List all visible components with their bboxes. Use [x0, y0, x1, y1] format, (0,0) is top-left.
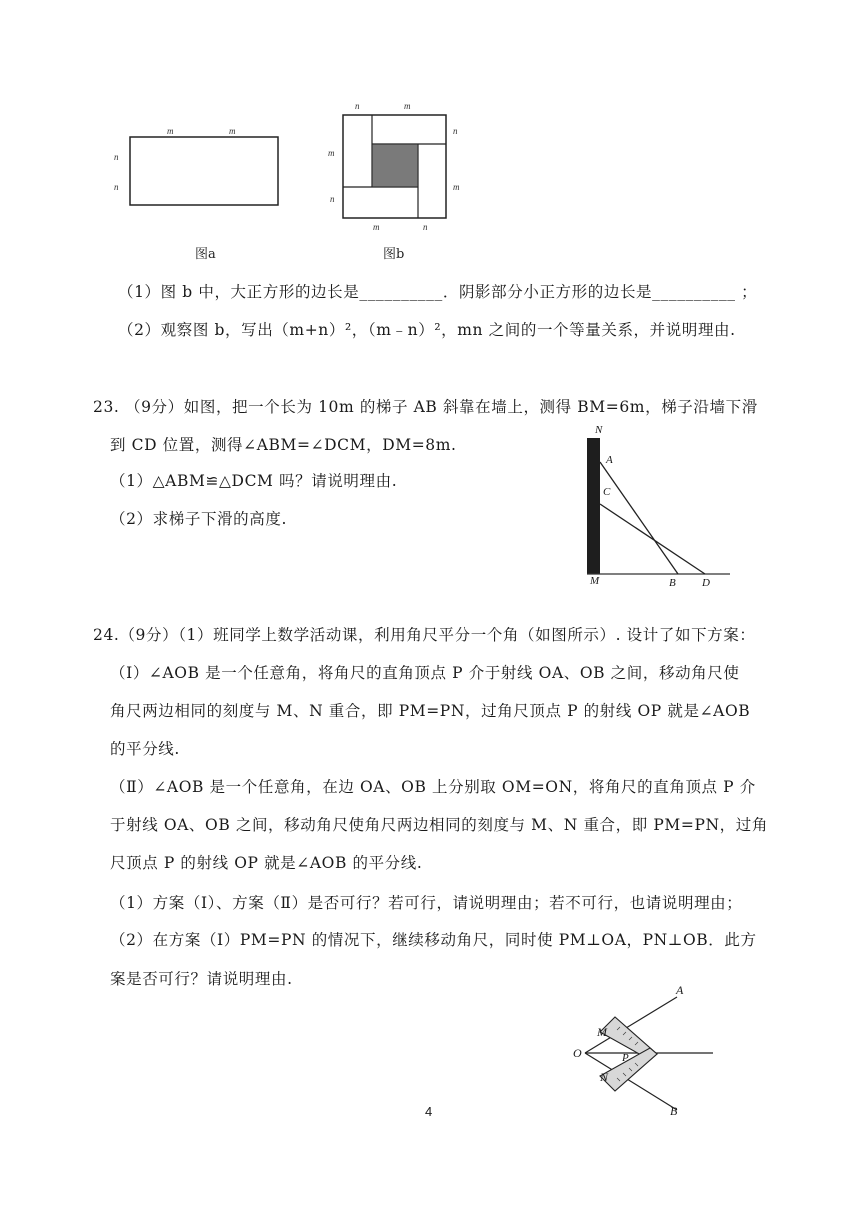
q23-part2: （2）求梯子下滑的高度.: [110, 510, 287, 528]
page-number: 4: [425, 1104, 433, 1119]
point-d-label: D: [702, 577, 710, 589]
fig-a-left-label-1: n: [114, 152, 119, 162]
point-c-label: C: [603, 486, 611, 498]
rectangle: [130, 137, 278, 205]
figure-24: [565, 980, 725, 1120]
q22-part2: （2）观察图 b，写出（m+n）²，（m﹣n）²，mn 之间的一个等量关系，并说明理由.: [118, 321, 736, 339]
point-b-label-24: B: [670, 1104, 678, 1118]
ladder-diagram: [570, 422, 740, 592]
q24-part2-line2: 案是否可行？请说明理由.: [110, 970, 293, 988]
q24-plan1-line3: 的平分线.: [110, 740, 180, 758]
fig-a-top-label-2: m: [229, 126, 236, 136]
angle-bisector-diagram: [565, 980, 725, 1120]
point-o-label-24: O: [573, 1046, 582, 1060]
fig-b-right-label-1: n: [453, 126, 458, 136]
fig-a-caption: 图a: [195, 247, 216, 262]
shaded-small-square: [372, 144, 418, 187]
q22-part1: （1）图 b 中，大正方形的边长是__________．阴影部分小正方形的边长是__________ ；: [118, 283, 758, 301]
point-b-label: B: [669, 577, 676, 589]
point-p-label-24: P: [622, 1052, 629, 1064]
fig-b-right-label-2: m: [453, 182, 460, 192]
figure-b: [340, 112, 450, 220]
q24-plan1-line1: （Ⅰ）∠AOB 是一个任意角，将角尺的直角顶点 P 介于射线 OA、OB 之间，移动角尺使: [110, 664, 740, 682]
ladder-ab: [600, 462, 678, 574]
fig-b-bottom-label-1: m: [373, 222, 380, 232]
q23-part1: （1）△ABM≌△DCM 吗？请说明理由.: [110, 472, 398, 490]
point-n-label-24: N: [600, 1070, 609, 1084]
point-a-label: A: [606, 454, 613, 466]
fig-b-caption: 图b: [383, 247, 405, 262]
point-m-label: M: [590, 575, 600, 587]
q24-plan2-line2: 于射线 OA、OB 之间，移动角尺使角尺两边相同的刻度与 M、N 重合，即 PM=PN，过角: [110, 816, 768, 834]
point-a-label-24: A: [676, 983, 684, 997]
fig-b-top-label-1: n: [355, 101, 360, 111]
point-n-label: N: [595, 424, 603, 436]
fig-a-left-label-2: n: [114, 182, 119, 192]
point-m-label-24: M: [597, 1025, 607, 1039]
fig-b-top-label-2: m: [404, 101, 411, 111]
q24-plan2-line1: （Ⅱ）∠AOB 是一个任意角，在边 OA、OB 上分别取 OM=ON，将角尺的直角顶点 P 介: [110, 778, 756, 796]
q24-part2-line1: （2）在方案（Ⅰ）PM=PN 的情况下，继续移动角尺，同时使 PM⊥OA，PN⊥OB．此方: [110, 931, 757, 949]
q24-plan1-line2: 角尺两边相同的刻度与 M、N 重合，即 PM=PN，过角尺顶点 P 的射线 OP 就是∠AOB: [110, 702, 751, 720]
fig-b-left-label-1: m: [328, 148, 335, 158]
fig-b-bottom-label-2: n: [423, 222, 428, 232]
figure-b-diagram: [340, 112, 450, 220]
figure-a-diagram: [110, 118, 285, 213]
figure-a: [110, 118, 285, 213]
q23-stem-line2: 到 CD 位置，测得∠ABM=∠DCM，DM=8m.: [110, 436, 457, 454]
q24-stem: 24.（9分）（1）班同学上数学活动课，利用角尺平分一个角（如图所示）. 设计了如下方案：: [93, 626, 756, 644]
fig-a-top-label-1: m: [167, 126, 174, 136]
q24-part1: （1）方案（Ⅰ）、方案（Ⅱ）是否可行？若可行，请说明理由；若不可行，也请说明理由；: [110, 894, 743, 912]
wall: [587, 438, 600, 574]
q24-plan2-line3: 尺顶点 P 的射线 OP 就是∠AOB 的平分线.: [110, 854, 423, 872]
fig-b-left-label-2: n: [330, 194, 335, 204]
q23-stem-line1: 23. （9分）如图，把一个长为 10m 的梯子 AB 斜靠在墙上，测得 BM=6m，梯子沿墙下滑: [93, 398, 758, 416]
figure-23: [570, 422, 740, 592]
ladder-cd: [600, 504, 705, 574]
